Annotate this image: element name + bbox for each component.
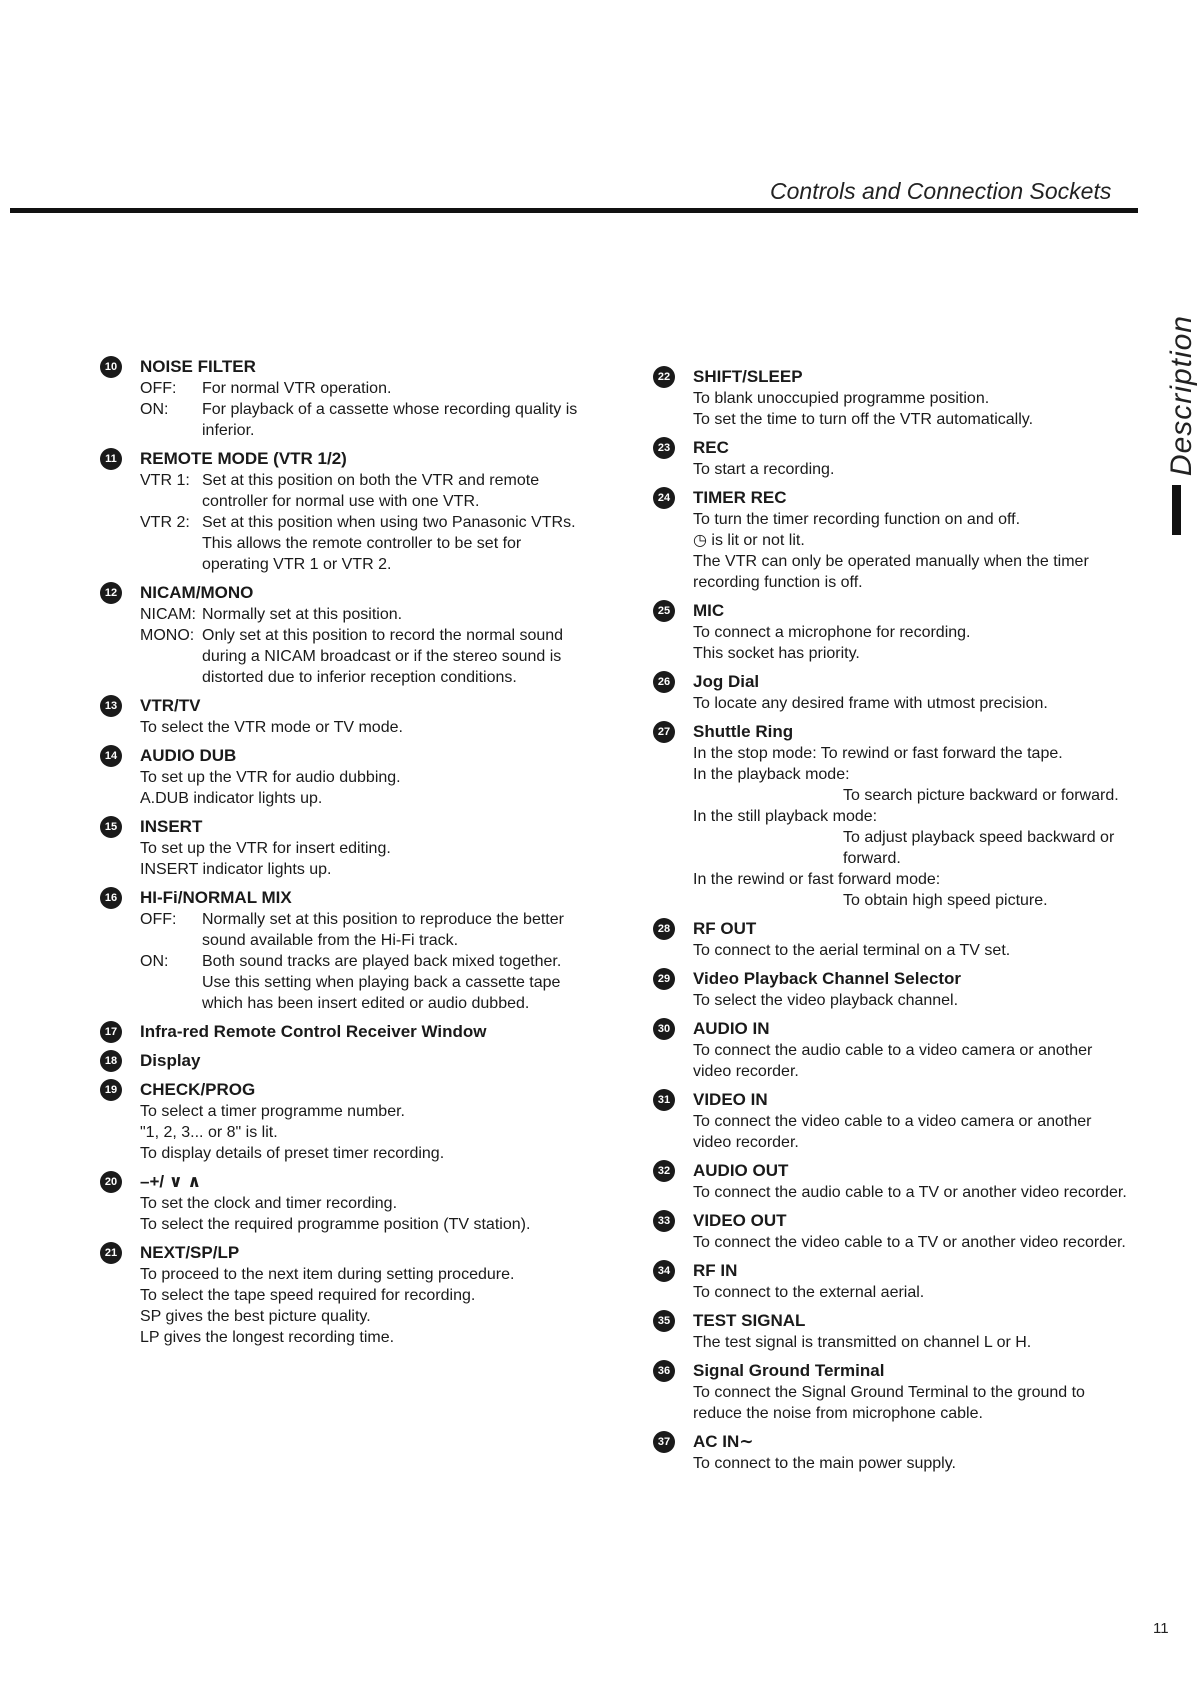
item-number-badge: 27 [653, 721, 675, 743]
setting-row [140, 625, 580, 688]
item-title: NICAM/MONO [140, 583, 254, 602]
item-title: Infra-red Remote Control Receiver Window [140, 1022, 487, 1041]
setting-row [140, 909, 580, 951]
item-number-badge: 24 [653, 487, 675, 509]
control-item [653, 1309, 1128, 1353]
item-title: –+/ ∨ ∧ [140, 1172, 202, 1191]
control-item [100, 886, 580, 1014]
item-title: RF IN [693, 1261, 738, 1280]
item-title: CHECK/PROG [140, 1080, 256, 1099]
setting-description: For normal VTR operation. [202, 380, 392, 397]
setting-row [140, 378, 580, 399]
item-number-badge: 33 [653, 1210, 675, 1232]
item-title: TEST SIGNAL [693, 1311, 806, 1330]
setting-term: ON: [140, 953, 169, 970]
mode-label: In the playback mode: [693, 766, 850, 783]
item-description: To display details of preset timer recording. [140, 1145, 445, 1162]
setting-description: Normally set at this position. [202, 606, 403, 623]
item-title: AUDIO DUB [140, 746, 237, 765]
item-number-badge: 20 [100, 1171, 122, 1193]
item-number-badge: 25 [653, 600, 675, 622]
setting-term [140, 533, 202, 575]
item-description: To turn the timer recording function on and off. [693, 511, 1021, 528]
setting-row [140, 470, 580, 512]
setting-term: VTR 1: [140, 472, 190, 489]
item-number-badge: 21 [100, 1242, 122, 1264]
item-title: AUDIO OUT [693, 1161, 789, 1180]
mode-label: In the still playback mode: [693, 808, 878, 825]
item-number-badge: 29 [653, 968, 675, 990]
control-item [100, 815, 580, 880]
item-title: HI-Fi/NORMAL MIX [140, 888, 292, 907]
control-item [100, 581, 580, 688]
item-description: To connect to the aerial terminal on a TV set. [693, 942, 1011, 959]
control-item [653, 436, 1128, 480]
item-title: REC [693, 438, 729, 457]
item-description: INSERT indicator lights up. [140, 861, 332, 878]
item-number-badge: 15 [100, 816, 122, 838]
item-description: To set up the VTR for audio dubbing. [140, 769, 401, 786]
setting-description: Both sound tracks are played back mixed together. Use this setting when playing back a cassette tape which has been insert edited or audio dubbed. [202, 953, 562, 1012]
control-item [653, 1017, 1128, 1082]
control-item [653, 720, 1128, 911]
setting-term: NICAM: [140, 606, 196, 623]
item-number-badge: 30 [653, 1018, 675, 1040]
control-item [100, 1241, 580, 1348]
control-item [653, 1209, 1128, 1253]
item-number-badge: 18 [100, 1050, 122, 1072]
control-item [653, 486, 1128, 593]
item-number-badge: 10 [100, 356, 122, 378]
item-number-badge: 28 [653, 918, 675, 940]
item-description: To select the required programme position (TV station). [140, 1216, 531, 1233]
item-description: LP gives the longest recording time. [140, 1329, 395, 1346]
item-title: Signal Ground Terminal [693, 1361, 885, 1380]
control-item [100, 1020, 580, 1043]
setting-term: OFF: [140, 911, 177, 928]
page-header-title: Controls and Connection Sockets [770, 178, 1112, 204]
control-item [100, 1049, 580, 1072]
control-item [653, 1359, 1128, 1424]
item-description: To connect to the main power supply. [693, 1455, 956, 1472]
setting-row [140, 951, 580, 1014]
setting-description: Only set at this position to record the normal sound during a NICAM broadcast or if the stereo sound is distorted due to inferior reception conditions. [202, 627, 564, 686]
item-number-badge: 23 [653, 437, 675, 459]
left-column [100, 355, 580, 1354]
setting-term: ON: [140, 401, 169, 418]
item-title: Shuttle Ring [693, 722, 794, 741]
control-item [653, 1430, 1128, 1474]
item-title: RF OUT [693, 919, 757, 938]
item-number-badge: 26 [653, 671, 675, 693]
setting-description: Set at this position when using two Panasonic VTRs. [202, 514, 576, 531]
item-description: This socket has priority. [693, 645, 860, 662]
control-item [100, 447, 580, 575]
item-description: A.DUB indicator lights up. [140, 790, 323, 807]
item-description: To select the video playback channel. [693, 992, 959, 1009]
item-number-badge: 36 [653, 1360, 675, 1382]
item-number-badge: 22 [653, 366, 675, 388]
item-title: AC IN∼ [693, 1432, 754, 1451]
item-title: INSERT [140, 817, 203, 836]
item-title: VTR/TV [140, 696, 201, 715]
item-title: VIDEO IN [693, 1090, 768, 1109]
item-description: To start a recording. [693, 461, 835, 478]
setting-term: MONO: [140, 627, 195, 644]
item-number-badge: 31 [653, 1089, 675, 1111]
item-title: Display [140, 1051, 201, 1070]
control-item [653, 967, 1128, 1011]
mode-row: In the stop mode: To rewind or fast forward the tape. [693, 745, 1063, 762]
setting-row [140, 533, 580, 575]
item-description: To connect the audio cable to a TV or another video recorder. [693, 1184, 1127, 1201]
item-description: ◷ is lit or not lit. [693, 532, 805, 549]
item-number-badge: 14 [100, 745, 122, 767]
setting-description: For playback of a cassette whose recording quality is inferior. [202, 401, 578, 439]
item-description: To proceed to the next item during setting procedure. [140, 1266, 515, 1283]
item-number-badge: 13 [100, 695, 122, 717]
item-number-badge: 34 [653, 1260, 675, 1282]
section-tab-label: Description [1165, 315, 1198, 477]
setting-description: Set at this position on both the VTR and remote controller for normal use with one VTR. [202, 472, 540, 510]
item-number-badge: 11 [100, 448, 122, 470]
item-title: Video Playback Channel Selector [693, 969, 962, 988]
control-item [653, 670, 1128, 714]
page-number: 11 [1153, 1620, 1169, 1637]
setting-term: OFF: [140, 380, 177, 397]
item-description: To select a timer programme number. [140, 1103, 405, 1120]
item-description: To locate any desired frame with utmost precision. [693, 695, 1048, 712]
item-title: SHIFT/SLEEP [693, 367, 803, 386]
control-item [100, 1170, 580, 1235]
item-number-badge: 32 [653, 1160, 675, 1182]
right-column [653, 365, 1128, 1480]
setting-row [140, 604, 580, 625]
mode-label: In the rewind or fast forward mode: [693, 871, 941, 888]
item-description: To connect a microphone for recording. [693, 624, 971, 641]
mode-description: To adjust playback speed backward or forward. [843, 829, 1115, 867]
setting-term: VTR 2: [140, 514, 190, 531]
setting-row [140, 512, 580, 533]
control-item [653, 917, 1128, 961]
control-item [100, 694, 580, 738]
item-description: SP gives the best picture quality. [140, 1308, 371, 1325]
item-title: MIC [693, 601, 725, 620]
item-title: NEXT/SP/LP [140, 1243, 240, 1262]
item-description: The VTR can only be operated manually when the timer recording function is off. [693, 553, 1089, 591]
control-item [100, 744, 580, 809]
item-title: TIMER REC [693, 488, 787, 507]
item-number-badge: 37 [653, 1431, 675, 1453]
item-description: To select the VTR mode or TV mode. [140, 719, 403, 736]
item-number-badge: 19 [100, 1079, 122, 1101]
item-number-badge: 17 [100, 1021, 122, 1043]
item-number-badge: 35 [653, 1310, 675, 1332]
item-description: To connect the Signal Ground Terminal to the ground to reduce the noise from microphone cable. [693, 1384, 1085, 1422]
item-title: Jog Dial [693, 672, 760, 691]
item-description: To connect the video cable to a video camera or another video recorder. [693, 1113, 1092, 1151]
control-item [653, 599, 1128, 664]
item-description: To connect the audio cable to a video camera or another video recorder. [693, 1042, 1093, 1080]
item-number-badge: 12 [100, 582, 122, 604]
mode-description: To search picture backward or forward. [843, 787, 1119, 804]
item-description: To set the time to turn off the VTR automatically. [693, 411, 1034, 428]
section-tab-marker [1172, 485, 1181, 535]
item-description: To connect the video cable to a TV or another video recorder. [693, 1234, 1126, 1251]
setting-description: Normally set at this position to reproduce the better sound available from the Hi-Fi track. [202, 911, 564, 949]
control-item [653, 1088, 1128, 1153]
setting-row [140, 399, 580, 441]
mode-description: To obtain high speed picture. [843, 892, 1048, 909]
item-description: To set the clock and timer recording. [140, 1195, 398, 1212]
control-item [100, 1078, 580, 1164]
control-item [653, 365, 1128, 430]
item-description: To select the tape speed required for recording. [140, 1287, 476, 1304]
control-item [653, 1259, 1128, 1303]
header-rule [10, 208, 1138, 213]
item-title: NOISE FILTER [140, 357, 256, 376]
item-title: REMOTE MODE (VTR 1/2) [140, 449, 347, 468]
item-description: The test signal is transmitted on channel L or H. [693, 1334, 1032, 1351]
item-title: AUDIO IN [693, 1019, 770, 1038]
item-description: To blank unoccupied programme position. [693, 390, 990, 407]
control-item [653, 1159, 1128, 1203]
item-title: VIDEO OUT [693, 1211, 787, 1230]
item-description: To set up the VTR for insert editing. [140, 840, 391, 857]
control-item [100, 355, 580, 441]
item-description: To connect to the external aerial. [693, 1284, 925, 1301]
setting-description: This allows the remote controller to be set for operating VTR 1 or VTR 2. [202, 535, 522, 573]
item-number-badge: 16 [100, 887, 122, 909]
item-description: "1, 2, 3... or 8" is lit. [140, 1124, 278, 1141]
